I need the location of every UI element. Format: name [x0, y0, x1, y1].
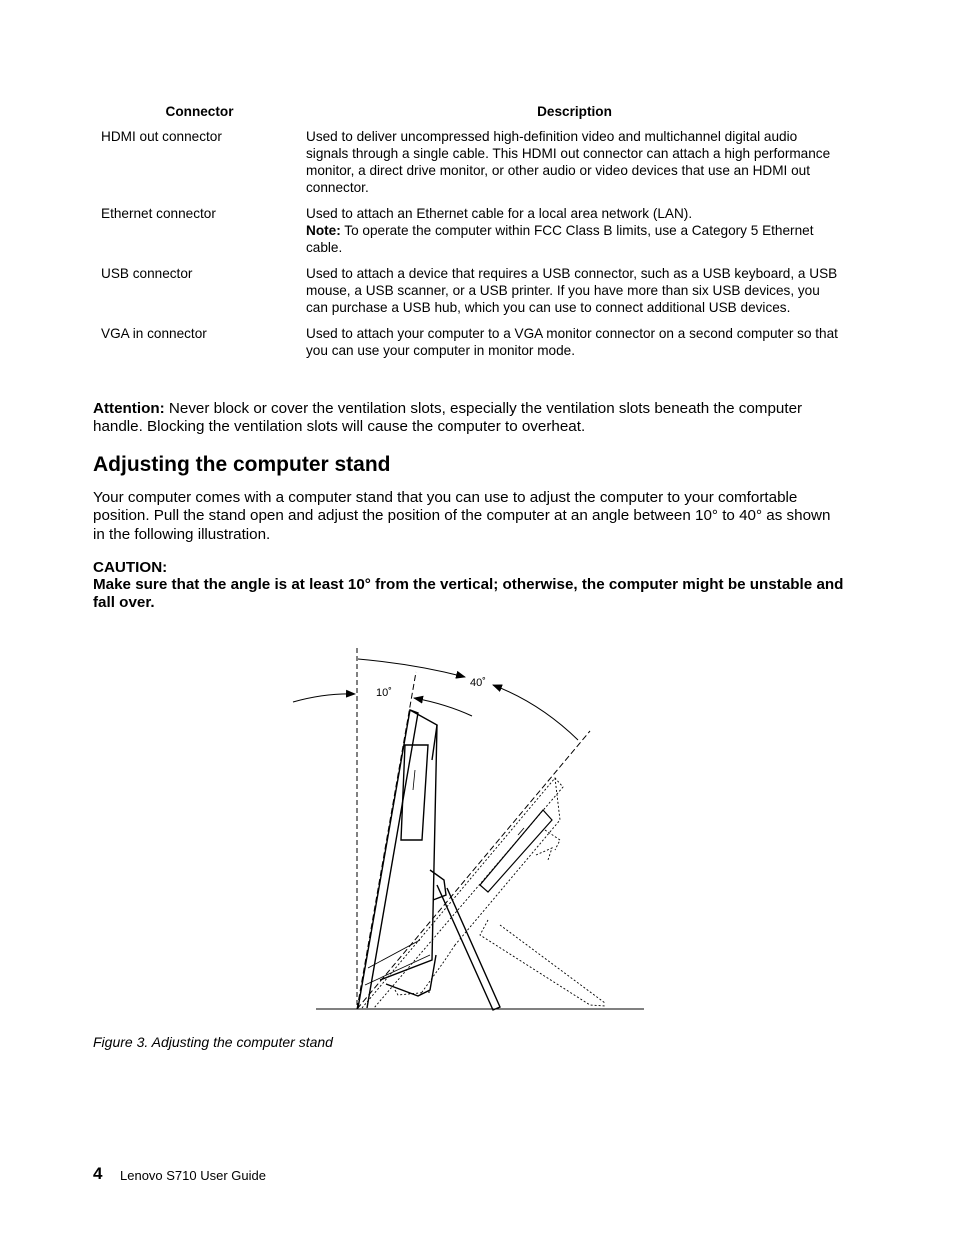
guide-title: Lenovo S710 User Guide	[120, 1168, 266, 1183]
ten-degree-arrow-left	[293, 694, 355, 702]
forty-degree-arrow-right	[493, 685, 578, 740]
attention-label: Attention:	[93, 400, 165, 417]
connector-name: USB connector	[101, 266, 193, 281]
connector-name: VGA in connector	[101, 326, 207, 341]
note-text: To operate the computer within FCC Class B limits, use a Category 5 Ethernet cable.	[306, 223, 814, 255]
attention-text: Never block or cover the ventilation slots, especially the ventilation slots beneath the computer handle. Blocking the ventilation slots will cause the computer to overheat.	[93, 400, 803, 435]
caution-text: Make sure that the angle is at least 10° from the vertical; otherwise, the computer might be unstable and fall over.	[93, 576, 844, 611]
description-text: Used to attach an Ethernet cable for a local area network (LAN).	[306, 206, 693, 221]
connector-name: HDMI out connector	[101, 129, 222, 144]
connector-name: Ethernet connector	[101, 206, 216, 221]
description-text: Used to attach your computer to a VGA monitor connector on a second computer so that you can use your computer in monitor mode.	[306, 326, 838, 358]
figure-caption: Figure 3. Adjusting the computer stand	[93, 1034, 333, 1050]
ten-degree-arrow-right	[414, 698, 472, 716]
header-connector: Connector	[165, 104, 234, 119]
computer-upright	[358, 710, 500, 1010]
caution-title: CAUTION:	[93, 559, 168, 576]
angle-label-10: 10˚	[376, 687, 392, 699]
description-text: Used to attach a device that requires a USB connector, such as a USB keyboard, a USB mouse, a USB scanner, or a USB printer. If you have more than six USB devices, you can purchase a USB hub, which you can use to connect additional USB devices.	[306, 266, 838, 315]
page-number: 4	[93, 1164, 103, 1183]
note-label: Note:	[306, 223, 341, 238]
forty-degree-arc	[358, 659, 465, 677]
description-text: Used to deliver uncompressed high-definition video and multichannel digital audio signals through a single cable. This HDMI out connector can attach a high performance monitor, a direct drive monitor, or other audio or video devices that use an HDMI out connector.	[306, 129, 831, 195]
intro-paragraph: Your computer comes with a computer stand that you can use to adjust the computer to your comfortable position. Pull the stand open and adjust the position of the computer at an angle between 10° to 40° as shown in the following illustration.	[93, 489, 831, 543]
angle-label-40: 40˚	[470, 677, 486, 689]
header-description: Description	[537, 104, 612, 119]
section-heading: Adjusting the computer stand	[93, 453, 391, 476]
